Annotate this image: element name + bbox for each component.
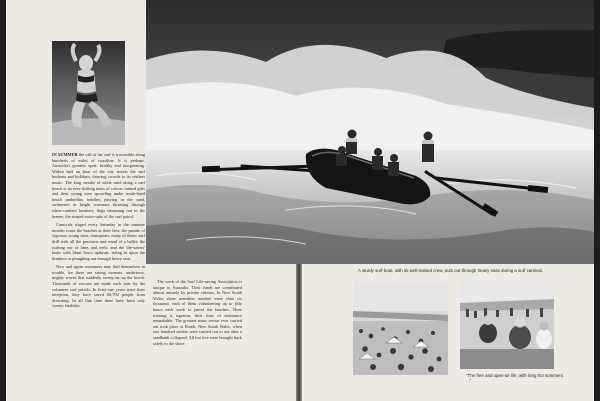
- bather-photo: [52, 41, 125, 145]
- lower-photo-caption: "The free and open-air life, with long hot summers . . .": [466, 373, 566, 384]
- surf-boat-photo: [146, 0, 594, 264]
- article-column-left: [52, 152, 145, 392]
- main-photo-caption: A sturdy surf-boat, with its well-trained crew, puts out through heavy seas during a surf carnival.: [358, 268, 543, 273]
- intro-lead: IN SUMMER: [52, 152, 78, 157]
- bather-photo-graphic: [52, 41, 125, 145]
- beach-crowd-graphic: [353, 281, 448, 375]
- lifesavers-graphic: [460, 281, 554, 369]
- surf-boat-graphic: [146, 0, 594, 264]
- paragraph-association: The work of the Surf Life-saving Association is unique to Australia. Their funds are contributed almost entirely by private citizens. In New South Wales alone members number more than six thousand, each of them volunteering up to fifty hours each week to patrol the beaches. Their training is rigorous, their feats of endurance remarkable. The greatest mass rescue ever carried out took place at Bondi, New South Wales, when two hundred surfers were carried out to sea after a sandbank collapsed. All but five were brought back safely to the shore.: [153, 279, 242, 346]
- article-column-right: [153, 279, 242, 389]
- lifesavers-photo: [460, 281, 554, 369]
- beach-crowd-photo: [353, 281, 448, 375]
- intro-body: the call of the surf is irresistible along hundreds of miles of coastline. It is perhaps, Australia's greatest sport, healthy and invigorating. Within half an hour of the city streets the surf beckons and holidays, drawing crowds to its restless music. The long swathe of white sand along a surf beach is an ever-shifting mass of colour: tanned girls and their young men sprawling under multi-hued beach umbrellas, toddlers playing in the sand, swimmers in bright costumes thrusting through white-combed breakers, flags streaming out in the breeze, the striped swim-suits of the surf patrol.: [52, 152, 145, 219]
- paragraph-carnivals: Carnivals staged every Saturday in the summer months rouse the beaches at their best: the parade of vigorous young men, champions, many of them; surf drill with all the precision and ritual of a ballet; the rushing out of lines and reels; and the life-savers' boats with blunt bows upthrust, riding in upon the breakers or ploughing out through heavy seas.: [52, 222, 145, 261]
- paragraph-rescues: Now and again swimmers may find themselves in trouble, for there are strong currents, undertows, mighty waves that suddenly sweep far up the beach. Thousands of rescues are made each year by the volunteer surf patrols. In forty-one years since their inception, they have saved 66,702 people from drowning. In all that time there have been only twenty fatalities.: [52, 264, 145, 309]
